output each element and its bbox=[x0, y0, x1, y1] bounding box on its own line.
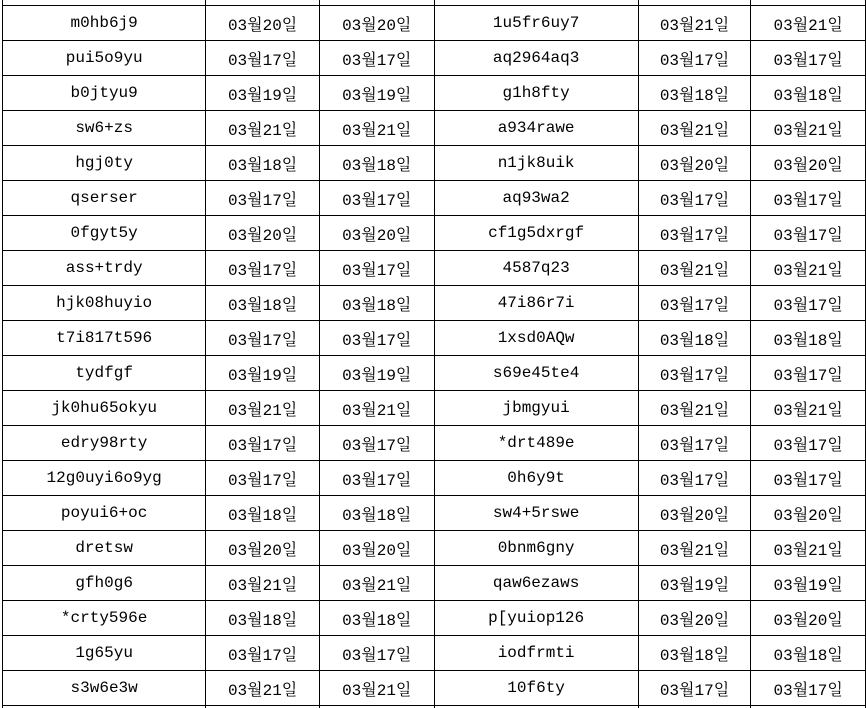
date-cell[interactable]: 03월17일 bbox=[319, 321, 434, 356]
date-cell[interactable]: 03월18일 bbox=[638, 636, 751, 671]
id-cell[interactable]: 12g0uyi6o9yg bbox=[3, 461, 206, 496]
id-cell[interactable]: poyui6+oc bbox=[3, 496, 206, 531]
date-cell[interactable]: 03월17일 bbox=[751, 426, 866, 461]
date-cell[interactable]: 03월19일 bbox=[206, 356, 320, 391]
date-cell[interactable]: 03월21일 bbox=[638, 111, 751, 146]
table-row bbox=[3, 111, 866, 146]
date-cell[interactable]: 03월20일 bbox=[751, 601, 866, 636]
id-cell[interactable]: b0jtyu9 bbox=[3, 76, 206, 111]
table-row bbox=[3, 531, 866, 566]
table-row bbox=[3, 6, 866, 41]
date-cell[interactable]: 03월20일 bbox=[751, 496, 866, 531]
date-cell[interactable]: 03월20일 bbox=[319, 531, 434, 566]
table-row bbox=[3, 601, 866, 636]
date-cell[interactable]: 03월19일 bbox=[319, 356, 434, 391]
date-cell[interactable]: 03월17일 bbox=[319, 251, 434, 286]
date-cell[interactable]: 03월21일 bbox=[206, 671, 320, 706]
table-row bbox=[3, 251, 866, 286]
id-cell[interactable]: m0hb6j9 bbox=[3, 6, 206, 41]
date-cell[interactable]: 03월17일 bbox=[638, 286, 751, 321]
date-cell[interactable]: 03월18일 bbox=[206, 496, 320, 531]
id-cell[interactable]: dretsw bbox=[3, 531, 206, 566]
id-cell[interactable]: tydfgf bbox=[3, 356, 206, 391]
date-cell[interactable]: 03월21일 bbox=[638, 391, 751, 426]
date-cell[interactable]: 03월21일 bbox=[206, 111, 320, 146]
date-cell[interactable]: 03월21일 bbox=[751, 111, 866, 146]
date-cell[interactable]: 03월17일 bbox=[319, 426, 434, 461]
date-cell[interactable]: 03월17일 bbox=[638, 216, 751, 251]
date-cell[interactable]: 03월21일 bbox=[319, 566, 434, 601]
date-cell[interactable]: 03월18일 bbox=[206, 286, 320, 321]
id-cell[interactable]: pui5o9yu bbox=[3, 41, 206, 76]
date-cell[interactable]: 03월17일 bbox=[638, 356, 751, 391]
table-row bbox=[3, 391, 866, 426]
date-cell[interactable]: 03월17일 bbox=[751, 461, 866, 496]
table-row bbox=[3, 321, 866, 356]
id-cell[interactable]: jbmgyui bbox=[434, 391, 638, 426]
table-row bbox=[3, 356, 866, 391]
date-cell[interactable]: 03월20일 bbox=[638, 601, 751, 636]
date-cell[interactable]: 03월21일 bbox=[206, 566, 320, 601]
date-cell[interactable]: 03월20일 bbox=[206, 216, 320, 251]
date-cell[interactable]: 03월20일 bbox=[751, 146, 866, 181]
id-cell[interactable]: sw6+zs bbox=[3, 111, 206, 146]
date-cell[interactable]: 03월17일 bbox=[751, 181, 866, 216]
date-cell[interactable]: 03월18일 bbox=[319, 286, 434, 321]
table-row bbox=[3, 636, 866, 671]
id-cell[interactable]: 1xsd0AQw bbox=[434, 321, 638, 356]
date-cell[interactable]: 03월20일 bbox=[319, 6, 434, 41]
table-row bbox=[3, 566, 866, 601]
id-cell[interactable]: t7i817t596 bbox=[3, 321, 206, 356]
id-cell[interactable]: *drt489e bbox=[434, 426, 638, 461]
id-cell[interactable]: aq93wa2 bbox=[434, 181, 638, 216]
table-row bbox=[3, 41, 866, 76]
id-cell[interactable]: 4587q23 bbox=[434, 251, 638, 286]
id-cell[interactable]: 1g65yu bbox=[3, 636, 206, 671]
table-row bbox=[3, 496, 866, 531]
id-cell[interactable]: *crty596e bbox=[3, 601, 206, 636]
date-cell[interactable]: 03월21일 bbox=[638, 6, 751, 41]
date-cell[interactable]: 03월17일 bbox=[319, 181, 434, 216]
date-cell[interactable]: 03월21일 bbox=[751, 391, 866, 426]
date-cell[interactable]: 03월17일 bbox=[638, 181, 751, 216]
date-cell[interactable]: 03월18일 bbox=[638, 321, 751, 356]
date-cell[interactable]: 03월17일 bbox=[638, 671, 751, 706]
id-cell[interactable]: ass+trdy bbox=[3, 251, 206, 286]
date-cell[interactable]: 03월18일 bbox=[319, 496, 434, 531]
id-cell[interactable]: s3w6e3w bbox=[3, 671, 206, 706]
date-cell[interactable]: 03월18일 bbox=[206, 601, 320, 636]
date-cell[interactable]: 03월17일 bbox=[206, 426, 320, 461]
id-cell[interactable]: aq2964aq3 bbox=[434, 41, 638, 76]
date-cell[interactable]: 03월20일 bbox=[206, 6, 320, 41]
date-cell[interactable]: 03월18일 bbox=[751, 636, 866, 671]
date-cell[interactable]: 03월17일 bbox=[751, 286, 866, 321]
table-body bbox=[3, 0, 866, 708]
date-cell[interactable]: 03월17일 bbox=[206, 461, 320, 496]
table-row bbox=[3, 216, 866, 251]
date-cell[interactable]: 03월20일 bbox=[638, 496, 751, 531]
id-cell[interactable]: hjk08huyio bbox=[3, 286, 206, 321]
date-cell[interactable]: 03월17일 bbox=[206, 181, 320, 216]
date-cell[interactable]: 03월21일 bbox=[751, 251, 866, 286]
table-row bbox=[3, 671, 866, 706]
date-cell[interactable]: 03월17일 bbox=[319, 461, 434, 496]
date-cell[interactable]: 03월21일 bbox=[206, 391, 320, 426]
date-cell[interactable]: 03월18일 bbox=[319, 146, 434, 181]
id-cell[interactable]: 10f6ty bbox=[434, 671, 638, 706]
id-cell[interactable]: 1u5fr6uy7 bbox=[434, 6, 638, 41]
date-cell[interactable]: 03월21일 bbox=[319, 111, 434, 146]
id-cell[interactable]: qserser bbox=[3, 181, 206, 216]
date-cell[interactable]: 03월17일 bbox=[319, 636, 434, 671]
table-row bbox=[3, 146, 866, 181]
id-cell[interactable]: 47i86r7i bbox=[434, 286, 638, 321]
date-cell[interactable]: 03월17일 bbox=[206, 321, 320, 356]
date-cell[interactable]: 03월17일 bbox=[751, 216, 866, 251]
date-cell[interactable]: 03월17일 bbox=[319, 41, 434, 76]
date-cell[interactable]: 03월20일 bbox=[319, 216, 434, 251]
date-cell[interactable]: 03월19일 bbox=[206, 76, 320, 111]
table-row bbox=[3, 461, 866, 496]
date-cell[interactable]: 03월17일 bbox=[206, 251, 320, 286]
date-cell[interactable]: 03월18일 bbox=[319, 601, 434, 636]
id-cell[interactable]: s69e45te4 bbox=[434, 356, 638, 391]
date-cell[interactable]: 03월17일 bbox=[638, 41, 751, 76]
date-cell[interactable]: 03월21일 bbox=[751, 531, 866, 566]
date-cell[interactable]: 03월19일 bbox=[319, 76, 434, 111]
id-cell[interactable]: sw4+5rswe bbox=[434, 496, 638, 531]
data-table bbox=[2, 0, 866, 708]
date-cell[interactable]: 03월18일 bbox=[751, 321, 866, 356]
date-cell[interactable]: 03월21일 bbox=[751, 6, 866, 41]
id-cell[interactable]: p[yuiop126 bbox=[434, 601, 638, 636]
id-cell[interactable]: g1h8fty bbox=[434, 76, 638, 111]
id-cell[interactable]: edry98rty bbox=[3, 426, 206, 461]
date-cell[interactable]: 03월20일 bbox=[638, 146, 751, 181]
date-cell[interactable]: 03월21일 bbox=[638, 531, 751, 566]
date-cell[interactable]: 03월17일 bbox=[638, 461, 751, 496]
id-cell[interactable]: jk0hu65okyu bbox=[3, 391, 206, 426]
table-row bbox=[3, 426, 866, 461]
table-row bbox=[3, 181, 866, 216]
date-cell[interactable]: 03월17일 bbox=[638, 426, 751, 461]
date-cell[interactable]: 03월17일 bbox=[751, 356, 866, 391]
table-row bbox=[3, 286, 866, 321]
date-cell[interactable]: 03월17일 bbox=[206, 41, 320, 76]
date-cell[interactable]: 03월21일 bbox=[319, 391, 434, 426]
id-cell[interactable]: cf1g5dxrgf bbox=[434, 216, 638, 251]
id-cell[interactable]: 0fgyt5y bbox=[3, 216, 206, 251]
date-cell[interactable]: 03월21일 bbox=[638, 251, 751, 286]
id-cell[interactable]: a934rawe bbox=[434, 111, 638, 146]
date-cell[interactable]: 03월17일 bbox=[206, 636, 320, 671]
date-cell[interactable]: 03월18일 bbox=[638, 76, 751, 111]
id-cell[interactable]: gfh0g6 bbox=[3, 566, 206, 601]
date-cell[interactable]: 03월21일 bbox=[319, 671, 434, 706]
id-cell[interactable]: hgj0ty bbox=[3, 146, 206, 181]
date-cell[interactable]: 03월18일 bbox=[751, 76, 866, 111]
date-cell[interactable]: 03월17일 bbox=[751, 41, 866, 76]
date-cell[interactable]: 03월18일 bbox=[206, 146, 320, 181]
date-cell[interactable]: 03월17일 bbox=[751, 671, 866, 706]
id-cell[interactable]: n1jk8uik bbox=[434, 146, 638, 181]
id-cell[interactable]: 0h6y9t bbox=[434, 461, 638, 496]
date-cell[interactable]: 03월20일 bbox=[206, 531, 320, 566]
date-cell[interactable]: 03월19일 bbox=[638, 566, 751, 601]
table-row bbox=[3, 76, 866, 111]
date-cell[interactable]: 03월19일 bbox=[751, 566, 866, 601]
id-cell[interactable]: iodfrmti bbox=[434, 636, 638, 671]
id-cell[interactable]: 0bnm6gny bbox=[434, 531, 638, 566]
id-cell[interactable]: qaw6ezaws bbox=[434, 566, 638, 601]
